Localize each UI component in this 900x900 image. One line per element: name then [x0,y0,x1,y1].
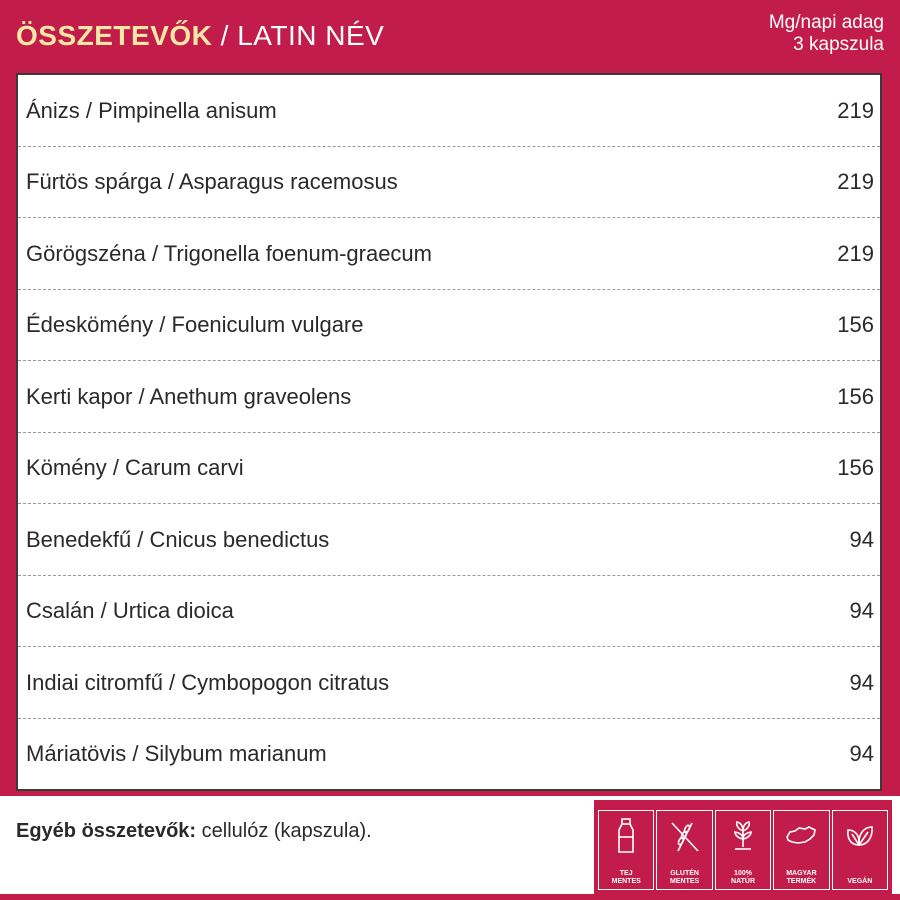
ingredient-name: Indiai citromfű / Cymbopogon citratus [26,669,390,695]
ingredient-amount: 94 [849,741,874,767]
badge-line: 100% [734,870,752,877]
table-row [18,290,880,362]
milk-bottle-icon [609,817,643,855]
badge-line: TERMÉK [786,878,817,885]
ingredient-amount: 94 [849,669,874,695]
footer-section [0,796,900,894]
wheat-crossed-icon [668,817,702,855]
badge-line: VEGÁN [847,878,873,885]
badge-line: MAGYAR [786,870,817,877]
table-row [18,576,880,648]
sprout-icon [726,817,760,855]
ingredient-amount: 156 [837,455,874,481]
unit-line-dose: Mg/napi adag [768,12,884,33]
table-row [18,504,880,576]
badge-gluten-free [656,810,712,890]
badge-line: MENTES [611,878,641,885]
title-latin-name: / LATIN NÉV [212,20,385,51]
certification-badges [594,800,892,894]
other-ingredients [16,820,372,843]
ingredient-amount: 156 [837,312,874,338]
ingredient-amount: 94 [849,598,874,624]
badge-line: NATÚR [731,878,755,885]
ingredient-name: Ánizs / Pimpinella anisum [26,97,277,123]
ingredient-name: Görögszéna / Trigonella foenum-graecum [26,240,432,266]
badge-lactose-free [598,810,654,890]
unit-line-capsules: 3 kapszula [793,34,884,55]
badge-hungarian-product [773,810,829,890]
title-ingredients: ÖSSZETEVŐK [16,20,213,51]
leaves-icon [843,817,877,855]
ingredient-name: Édeskömény / Foeniculum vulgare [26,312,364,338]
ingredient-name: Máriatövis / Silybum marianum [26,741,327,767]
ingredient-amount: 156 [837,383,874,409]
table-row [18,75,880,147]
hungary-map-icon [784,817,818,855]
header [0,0,900,66]
ingredient-name: Kömény / Carum carvi [26,455,244,481]
badge-natural [715,810,771,890]
badge-line: TEJ [619,870,633,877]
table-row [18,361,880,433]
ingredients-table [16,73,882,791]
badge-line: GLUTÉN [670,870,699,877]
table-row [18,147,880,219]
badge-line: MENTES [670,878,700,885]
ingredient-name: Kerti kapor / Anethum graveolens [26,383,352,409]
amount-unit-header [769,12,884,56]
ingredient-name: Benedekfű / Cnicus benedictus [26,526,330,552]
other-ingredients-value: cellulóz (kapszula). [196,820,372,842]
ingredient-amount: 219 [837,169,874,195]
table-row [18,719,880,791]
ingredient-name: Csalán / Urtica dioica [26,598,234,624]
other-ingredients-label: Egyéb összetevők: [16,820,197,842]
ingredient-amount: 219 [837,97,874,123]
table-row [18,433,880,505]
table-row [18,218,880,290]
badge-vegan [832,810,888,890]
page-title [16,20,384,52]
ingredient-amount: 219 [837,240,874,266]
table-row [18,647,880,719]
ingredient-amount: 94 [849,526,874,552]
ingredient-name: Fürtös spárga / Asparagus racemosus [26,169,398,195]
